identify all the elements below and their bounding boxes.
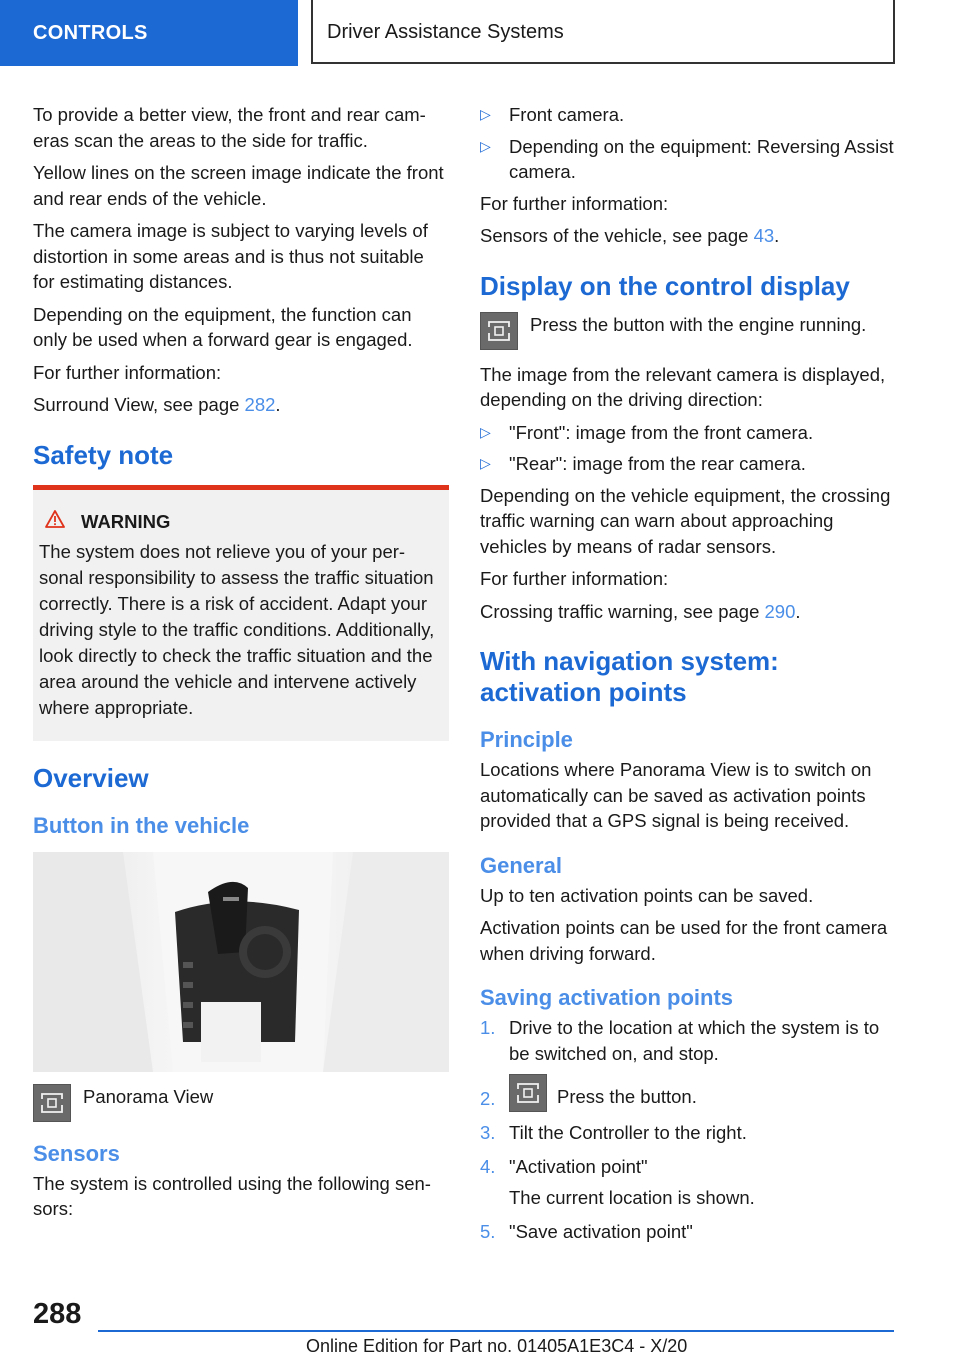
step-item: 3. Tilt the Controller to the right. <box>480 1122 747 1143</box>
cross-reference: Crossing traffic warning, see page 290. <box>480 600 801 622</box>
page-link-290[interactable]: 290 <box>764 600 796 622</box>
paragraph: Locations where Panorama View is to switch on automatically can be saved as activation points provided that a GPS signal is being received. <box>480 759 872 831</box>
paragraph: Depending on the vehicle equipment, the crossing traffic warning can warn about approaching vehicles by means of radar sensors. <box>480 484 891 557</box>
sensors-heading: Sensors <box>33 1140 120 1166</box>
steps-list <box>480 1015 898 1244</box>
overview-heading: Overview <box>33 762 149 793</box>
page-link-43[interactable]: 43 <box>753 225 775 246</box>
paragraph: The image from the relevant camera is displayed, depending on the driving direction: <box>480 363 886 410</box>
warning-header <box>39 509 443 535</box>
right-column <box>480 102 898 1252</box>
reference-text: Surround View, see page <box>33 394 245 415</box>
paragraph: For further information: <box>33 361 222 383</box>
step-item: 5. "Save activation point" <box>480 1220 693 1242</box>
step-item: 2. Press the button. <box>480 1074 898 1112</box>
page-link-282[interactable]: 282 <box>244 394 276 415</box>
paragraph: To provide a better view, the front and rear cameras scan the areas to the side for traffic. <box>33 104 426 151</box>
display-heading: Display on the control display <box>480 270 850 301</box>
step-item: 1. Drive to the location at which the system is to be switched on, and stop. <box>480 1017 880 1064</box>
button-in-vehicle-heading: Button in the vehicle <box>33 812 250 838</box>
center-console-photo <box>33 852 449 1072</box>
edition-footer: Online Edition for Part no. 01405A1E3C4 - X/20 <box>306 1336 688 1356</box>
saving-heading: Saving activation points <box>480 985 734 1010</box>
display-button-instruction <box>480 312 898 350</box>
navigation-heading: With navigation system: activation points <box>480 646 779 707</box>
cross-reference: Surround View, see page 282. <box>33 394 281 415</box>
panorama-view-button-legend <box>33 1084 449 1122</box>
step-item: 4. "Activation point" The current location is shown. <box>480 1154 898 1211</box>
panorama-view-icon <box>509 1074 547 1112</box>
triangle-bullet-icon: ▷ <box>480 423 491 440</box>
page-header <box>0 0 960 66</box>
left-column <box>33 102 449 1229</box>
paragraph: For further information: <box>480 568 669 589</box>
panorama-view-icon <box>33 1084 71 1122</box>
warning-title: WARNING <box>81 510 171 532</box>
sensor-list <box>480 102 898 185</box>
step-note: The current location is shown. <box>509 1187 755 1208</box>
panorama-view-icon <box>480 312 518 350</box>
safety-heading: Safety note <box>33 439 174 470</box>
paragraph: The system is controlled using the following sensors: <box>33 1172 431 1219</box>
principle-heading: Principle <box>480 727 573 752</box>
section-tab: CONTROLS <box>0 0 298 66</box>
triangle-bullet-icon: ▷ <box>480 106 491 122</box>
list-item: ▷ "Rear": image from the rear camera. <box>480 451 898 477</box>
chapter-title: Driver Assistance Systems <box>311 0 895 64</box>
paragraph: Up to ten activation points can be saved. <box>480 884 814 906</box>
footer-divider <box>98 1330 894 1332</box>
paragraph: For further information: <box>480 192 669 214</box>
list-item: ▷ "Front": image from the front camera. <box>480 420 898 446</box>
instruction-text: Press the button with the engine running. <box>530 313 867 335</box>
warning-triangle-icon <box>45 509 65 535</box>
direction-list <box>480 420 898 477</box>
page-number: 288 <box>33 1298 82 1330</box>
paragraph: Yellow lines on the screen image indicate the front and rear ends of the vehicle. <box>33 162 444 209</box>
triangle-bullet-icon: ▷ <box>480 137 491 154</box>
triangle-bullet-icon: ▷ <box>480 455 491 471</box>
general-heading: General <box>480 852 562 878</box>
warning-text: The system does not relieve you of your personal responsibility to assess the traffic situation correctly. There is a risk of accident. Adapt your driving style to the traffic conditions. Additionally, look directly to check the traffic situation and the area around the vehicle and intervene actively where appropriate. <box>39 540 435 718</box>
paragraph: Activation points can be used for the front camera when driving forward. <box>480 917 888 964</box>
panorama-view-label: Panorama View <box>83 1085 214 1107</box>
cross-reference: Sensors of the vehicle, see page 43. <box>480 225 780 246</box>
paragraph: The camera image is subject to varying levels of distortion in some areas and is thus not suitable for estimating distances. <box>33 220 428 292</box>
warning-box <box>33 485 449 741</box>
list-item: ▷ Depending on the equipment: Reversing Assist camera. <box>480 135 894 182</box>
paragraph: Depending on the equipment, the function can only be used when a forward gear is engaged. <box>33 303 413 350</box>
list-item: ▷ Front camera. <box>480 102 898 128</box>
